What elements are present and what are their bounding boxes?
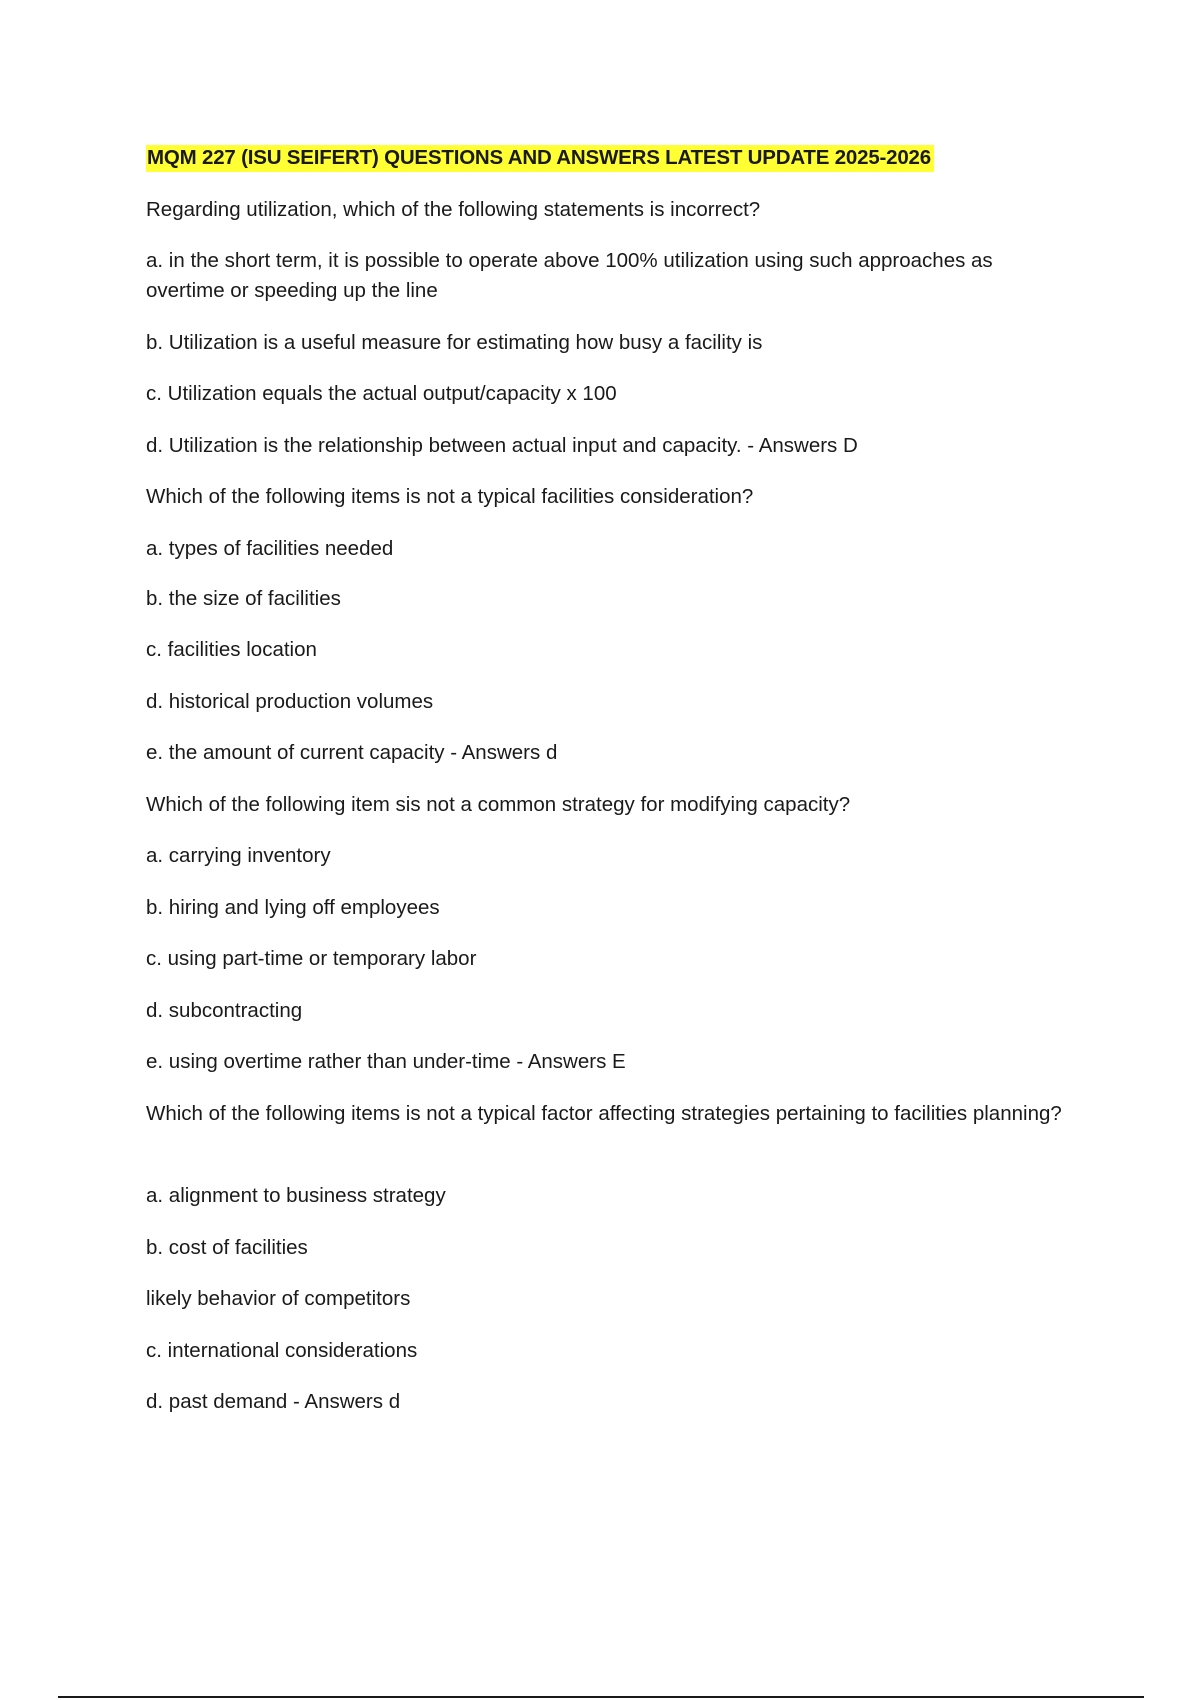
question-2-option-a: a. types of facilities needed bbox=[146, 537, 394, 560]
question-1-option-a: a. in the short term, it is possible to operate above 100% utilization using such approaches as overtime or speeding up the line bbox=[146, 249, 993, 302]
footer-rule bbox=[58, 1696, 1144, 1698]
question-1-option-b: b. Utilization is a useful measure for estimating how busy a facility is bbox=[146, 331, 763, 354]
question-2-option-c: c. facilities location bbox=[146, 638, 317, 661]
question-1-option-d-answer: d. Utilization is the relationship between actual input and capacity. - Answers D bbox=[146, 434, 858, 457]
question-2-text: Which of the following items is not a typical facilities consideration? bbox=[146, 485, 754, 508]
document-title: MQM 227 (ISU SEIFERT) QUESTIONS AND ANSWERS LATEST UPDATE 2025-2026 bbox=[146, 145, 934, 172]
question-4-option-d-answer: d. past demand - Answers d bbox=[146, 1390, 401, 1413]
question-4-option-a: a. alignment to business strategy bbox=[146, 1184, 446, 1207]
question-3-text: Which of the following item sis not a common strategy for modifying capacity? bbox=[146, 793, 851, 816]
question-3-option-e-answer: e. using overtime rather than under-time - Answers E bbox=[146, 1050, 626, 1073]
question-1-text: Regarding utilization, which of the following statements is incorrect? bbox=[146, 198, 761, 221]
question-3-option-b: b. hiring and lying off employees bbox=[146, 896, 440, 919]
question-2-option-d: d. historical production volumes bbox=[146, 690, 434, 713]
question-3-option-c: c. using part-time or temporary labor bbox=[146, 947, 477, 970]
question-4-text: Which of the following items is not a typical factor affecting strategies pertaining to facilities planning? bbox=[146, 1102, 1062, 1125]
question-1-option-c: c. Utilization equals the actual output/capacity x 100 bbox=[146, 382, 617, 405]
question-3-option-d: d. subcontracting bbox=[146, 999, 303, 1022]
question-2-option-b: b. the size of facilities bbox=[146, 587, 341, 610]
question-4-extra-line: likely behavior of competitors bbox=[146, 1287, 411, 1310]
question-3-option-a: a. carrying inventory bbox=[146, 844, 331, 867]
question-2-option-e-answer: e. the amount of current capacity - Answers d bbox=[146, 741, 558, 764]
question-4-option-b: b. cost of facilities bbox=[146, 1236, 308, 1259]
question-4-option-c: c. international considerations bbox=[146, 1339, 418, 1362]
